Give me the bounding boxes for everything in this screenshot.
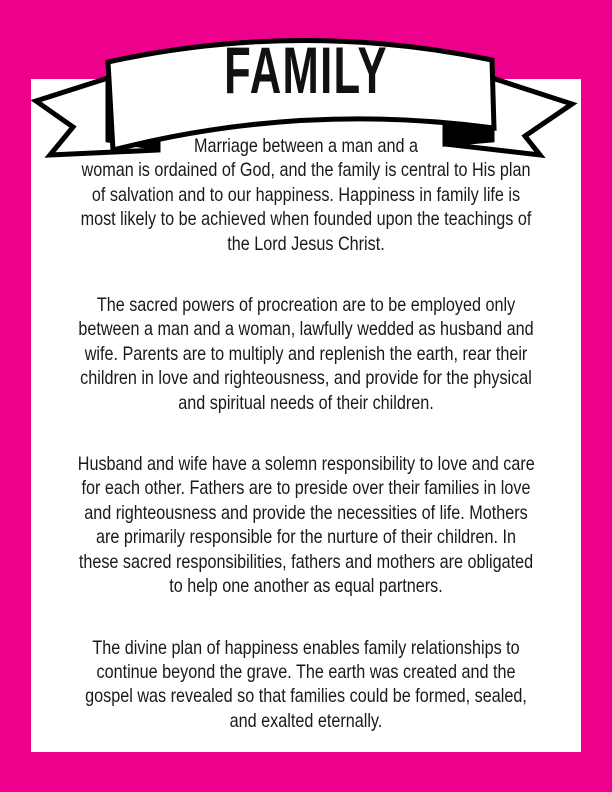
text-line: woman is ordained of God, and the family is central to His plan <box>81 159 531 182</box>
text-line: to help one another as equal partners. <box>169 575 443 598</box>
text-line: are primarily responsible for the nurture of their children. In <box>95 526 517 549</box>
paragraph-marriage <box>31 134 581 256</box>
body-text <box>31 134 581 770</box>
text-line: between a man and a woman, lawfully wedded as husband and <box>78 318 534 341</box>
text-line: Marriage between a man and a <box>193 135 419 157</box>
text-line: of salvation and to our happiness. Happiness in family life is <box>91 183 521 206</box>
text-line: gospel was revealed so that families could be formed, sealed, <box>85 685 527 708</box>
text-line: most likely to be achieved when founded upon the teachings of <box>80 208 532 231</box>
text-line: and righteousness and provide the necessities of life. Mothers <box>84 501 528 524</box>
paragraph-divine-plan <box>31 636 581 734</box>
text-line: children in love and righteousness, and provide for the physical <box>80 367 532 390</box>
text-line: and spiritual needs of their children. <box>178 391 434 414</box>
paragraph-responsibilities <box>31 452 581 598</box>
text-line: these sacred responsibilities, fathers and mothers are obligated <box>78 550 534 573</box>
text-line: for each other. Fathers are to preside over their families in love <box>81 477 531 500</box>
text-line: wife. Parents are to multiply and replenish the earth, rear their <box>84 342 528 365</box>
text-line: The sacred powers of procreation are to be employed only <box>96 294 516 317</box>
text-line: and exalted eternally. <box>229 709 383 732</box>
page-title: FAMILY <box>224 33 388 107</box>
text-line: the Lord Jesus Christ. <box>227 232 385 255</box>
text-line: The divine plan of happiness enables family relationships to <box>92 636 520 659</box>
text-line: Husband and wife have a solemn responsibility to love and care <box>77 453 535 476</box>
paragraph-procreation <box>31 293 581 415</box>
text-line: continue beyond the grave. The earth was created and the <box>96 660 516 683</box>
